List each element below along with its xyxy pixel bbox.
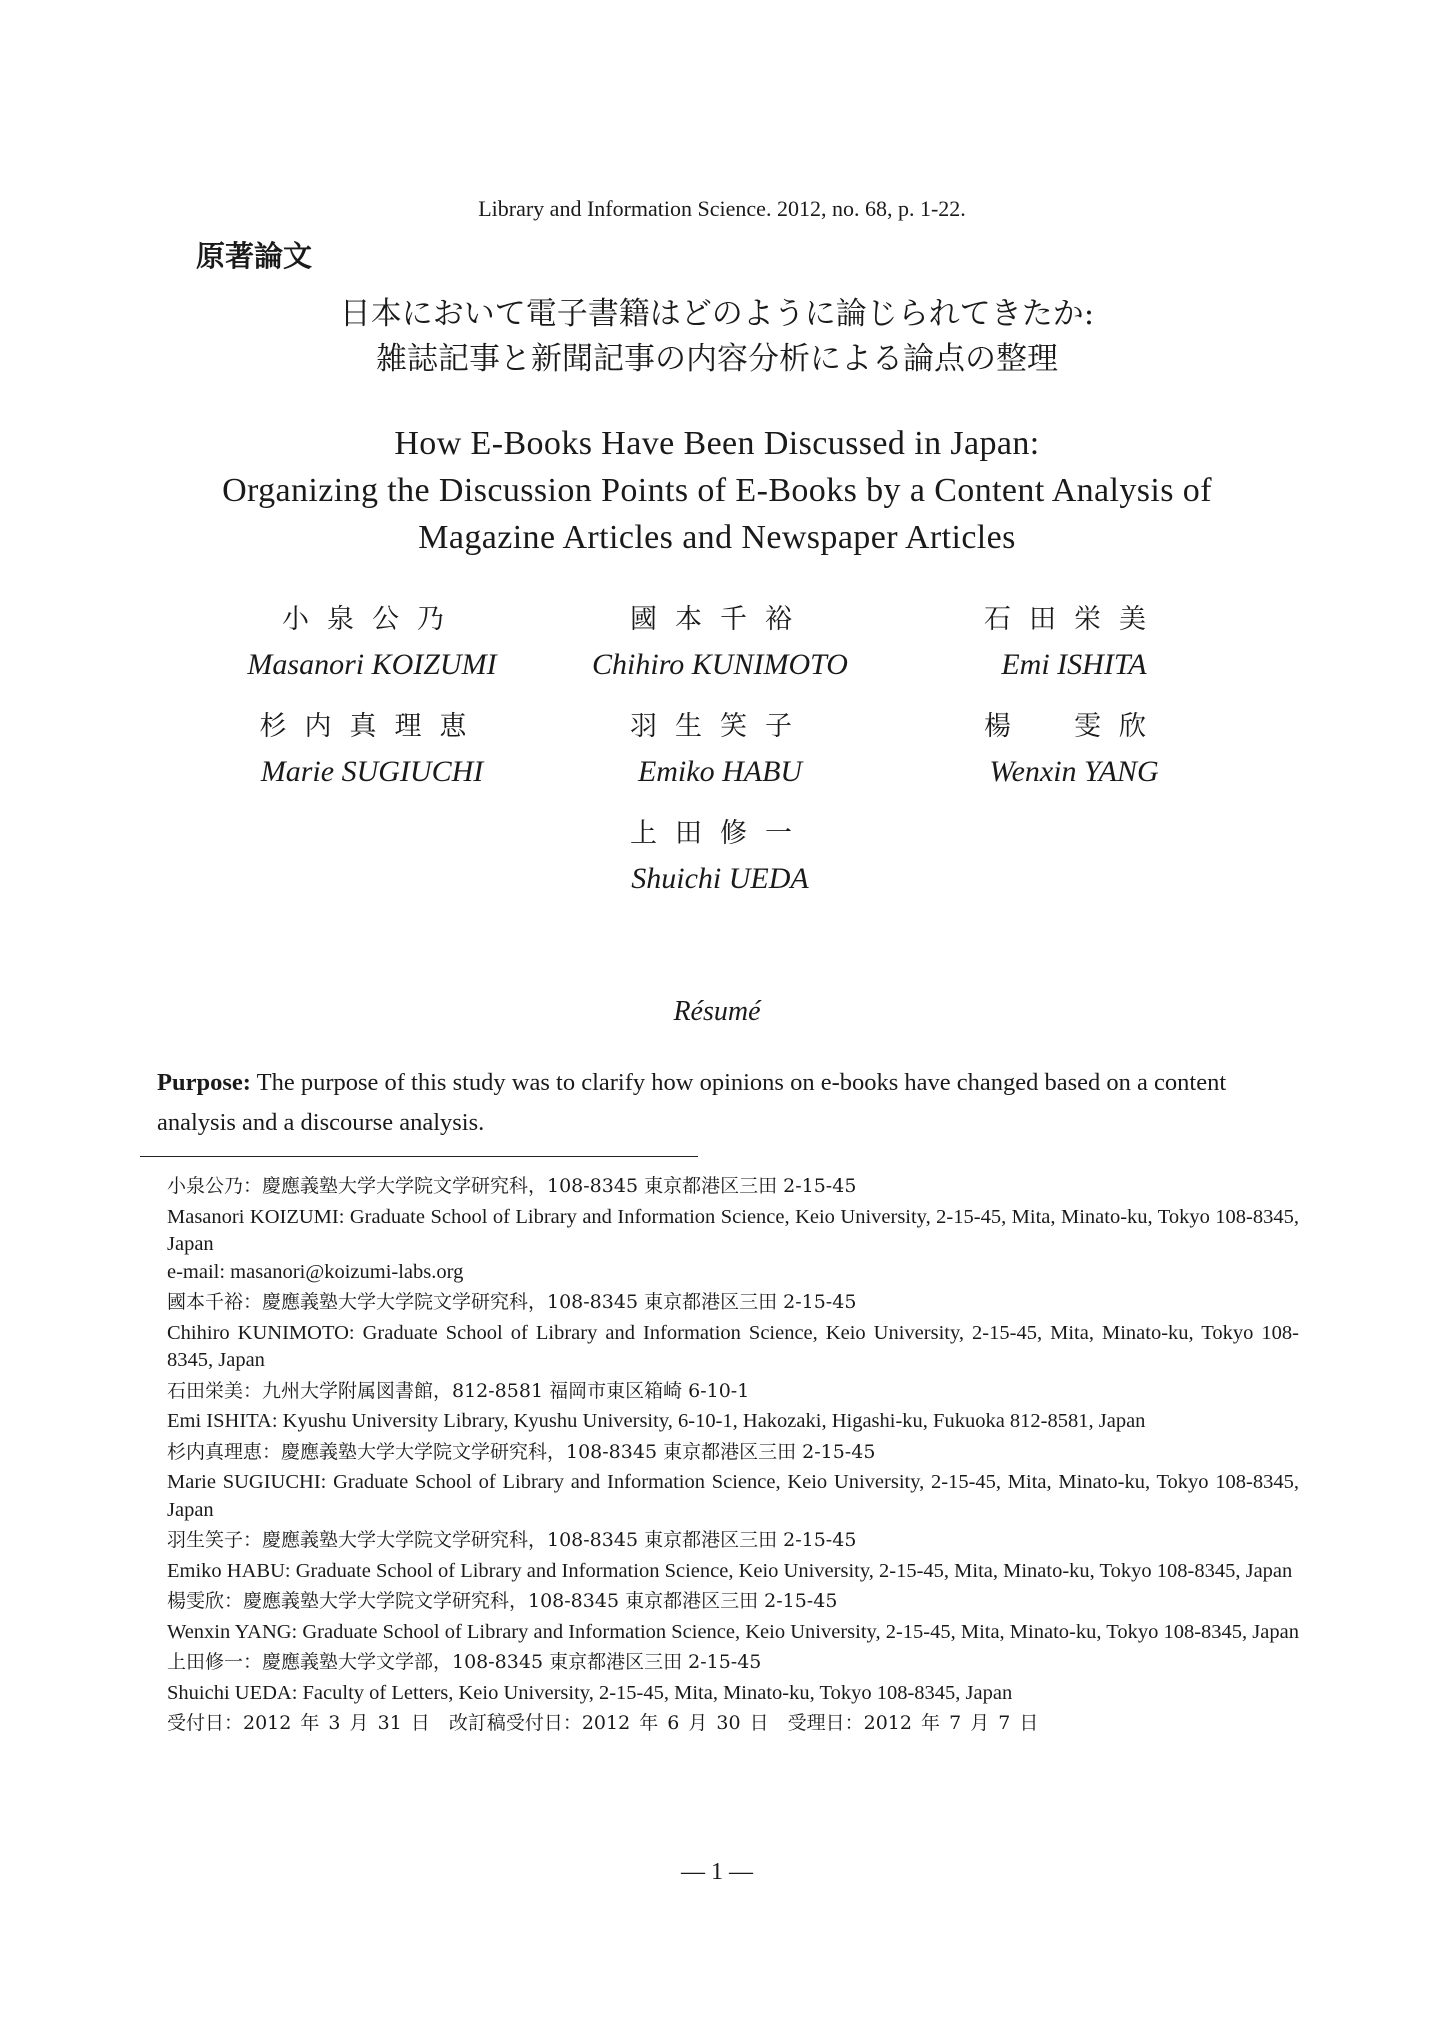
author-name-ja: 國本千裕	[630, 604, 810, 635]
author-block	[540, 707, 900, 794]
title-en-line: Magazine Articles and Newspaper Articles	[418, 519, 1016, 556]
author-name-en: Emiko HABU	[637, 755, 803, 788]
affiliation-en: Shuichi UEDA: Faculty of Letters, Keio University, 2-15-45, Mita, Minato-ku, Tokyo 108-8345, Japan	[167, 1681, 1013, 1704]
affiliation-ja: 國本千裕：慶應義塾大学大学院文学研究科，108-8345 東京都港区三田 2-15-45	[167, 1291, 857, 1313]
title-ja-line: 日本において電子書籍はどのように論じられてきたか:	[339, 296, 1095, 332]
author-name-en: Shuichi UEDA	[631, 862, 809, 895]
author-name-ja: 杉内真理恵	[259, 711, 485, 742]
author-name-en: Marie SUGIUCHI	[260, 755, 484, 788]
author-block	[540, 814, 900, 901]
author-name-ja: 上田修一	[630, 818, 810, 849]
purpose-text: The purpose of this study was to clarify how opinions on e-books have changed based on a content analysis and a discourse analysis.	[157, 1069, 1227, 1136]
journal-citation: Library and Information Science. 2012, no. 68, p. 1-22.	[478, 196, 966, 221]
author-email: e-mail: masanori@koizumi-labs.org	[167, 1260, 464, 1283]
author-block	[894, 707, 1254, 794]
affiliation-ja: 上田修一：慶應義塾大学文学部，108-8345 東京都港区三田 2-15-45	[167, 1651, 762, 1673]
affiliation-en: Emi ISHITA: Kyushu University Library, Kyushu University, 6-10-1, Hakozaki, Higashi-ku, Fukuoka 812-8581, Japan	[167, 1410, 1146, 1432]
affiliation-en: Marie SUGIUCHI: Graduate School of Library and Information Science, Keio University, 2-15-45, Mita, Minato-ku, Tokyo 108-8345, Japan	[167, 1471, 1299, 1521]
affiliation-en: Chihiro KUNIMOTO: Graduate School of Library and Information Science, Keio University, 2-15-45, Mita, Minato-ku, Tokyo 108-8345, Japan	[167, 1321, 1299, 1371]
author-block	[192, 707, 552, 794]
article-category: 原著論文	[196, 239, 313, 273]
affiliation-en: Wenxin YANG: Graduate School of Library and Information Science, Keio University, 2-15-45, Mita, Minato-ku, Tokyo 108-8345, Japan	[167, 1620, 1299, 1643]
author-block	[894, 600, 1254, 687]
author-name-en: Chihiro KUNIMOTO	[592, 648, 848, 681]
author-name-ja: 羽生笑子	[630, 711, 810, 742]
author-name-ja: 小泉公乃	[282, 604, 462, 635]
author-name-en: Wenxin YANG	[989, 755, 1159, 788]
received-dates: 受付日：2012 年 3 月 31 日 改訂稿受付日：2012 年 6 月 30 日 受理日：2012 年 7 月 7 日	[167, 1712, 1039, 1734]
resume-heading: Résumé	[673, 996, 761, 1027]
abstract-purpose	[157, 1063, 1297, 1143]
affiliation-ja: 石田栄美：九州大学附属図書館，812-8581 福岡市東区箱崎 6-10-1	[167, 1379, 750, 1402]
title-english	[0, 420, 1434, 561]
author-name-ja: 石田栄美	[984, 604, 1164, 635]
page-number: — 1 —	[681, 1859, 753, 1885]
author-name-en: Masanori KOIZUMI	[247, 648, 497, 681]
author-name-en: Emi ISHITA	[1001, 648, 1147, 681]
title-ja-line: 雑誌記事と新聞記事の内容分析による論点の整理	[376, 341, 1058, 377]
title-japanese	[0, 292, 1434, 382]
affiliation-ja: 杉内真理恵：慶應義塾大学大学院文学研究科，108-8345 東京都港区三田 2-15-45	[167, 1440, 876, 1463]
footnote-divider	[140, 1156, 698, 1157]
title-en-line: How E-Books Have Been Discussed in Japan:	[394, 425, 1040, 462]
author-block	[192, 600, 552, 687]
affiliation-ja: 小泉公乃：慶應義塾大学大学院文学研究科，108-8345 東京都港区三田 2-15-45	[167, 1175, 857, 1197]
affiliation-ja: 楊雯欣：慶應義塾大学大学院文学研究科，108-8345 東京都港区三田 2-15-45	[167, 1590, 838, 1612]
author-name-ja: 楊 雯欣	[984, 711, 1164, 742]
affiliation-en: Masanori KOIZUMI: Graduate School of Library and Information Science, Keio University, 2-15-45, Mita, Minato-ku, Tokyo 108-8345, Japan	[167, 1205, 1299, 1255]
purpose-label: Purpose:	[157, 1069, 251, 1096]
author-block	[540, 600, 900, 687]
affiliation-ja: 羽生笑子：慶應義塾大学大学院文学研究科，108-8345 東京都港区三田 2-15-45	[167, 1529, 857, 1551]
author-affiliations	[167, 1170, 1299, 1738]
affiliation-en: Emiko HABU: Graduate School of Library and Information Science, Keio University, 2-15-45, Mita, Minato-ku, Tokyo 108-8345, Japan	[167, 1559, 1293, 1582]
title-en-line: Organizing the Discussion Points of E-Books by a Content Analysis of	[222, 472, 1212, 509]
